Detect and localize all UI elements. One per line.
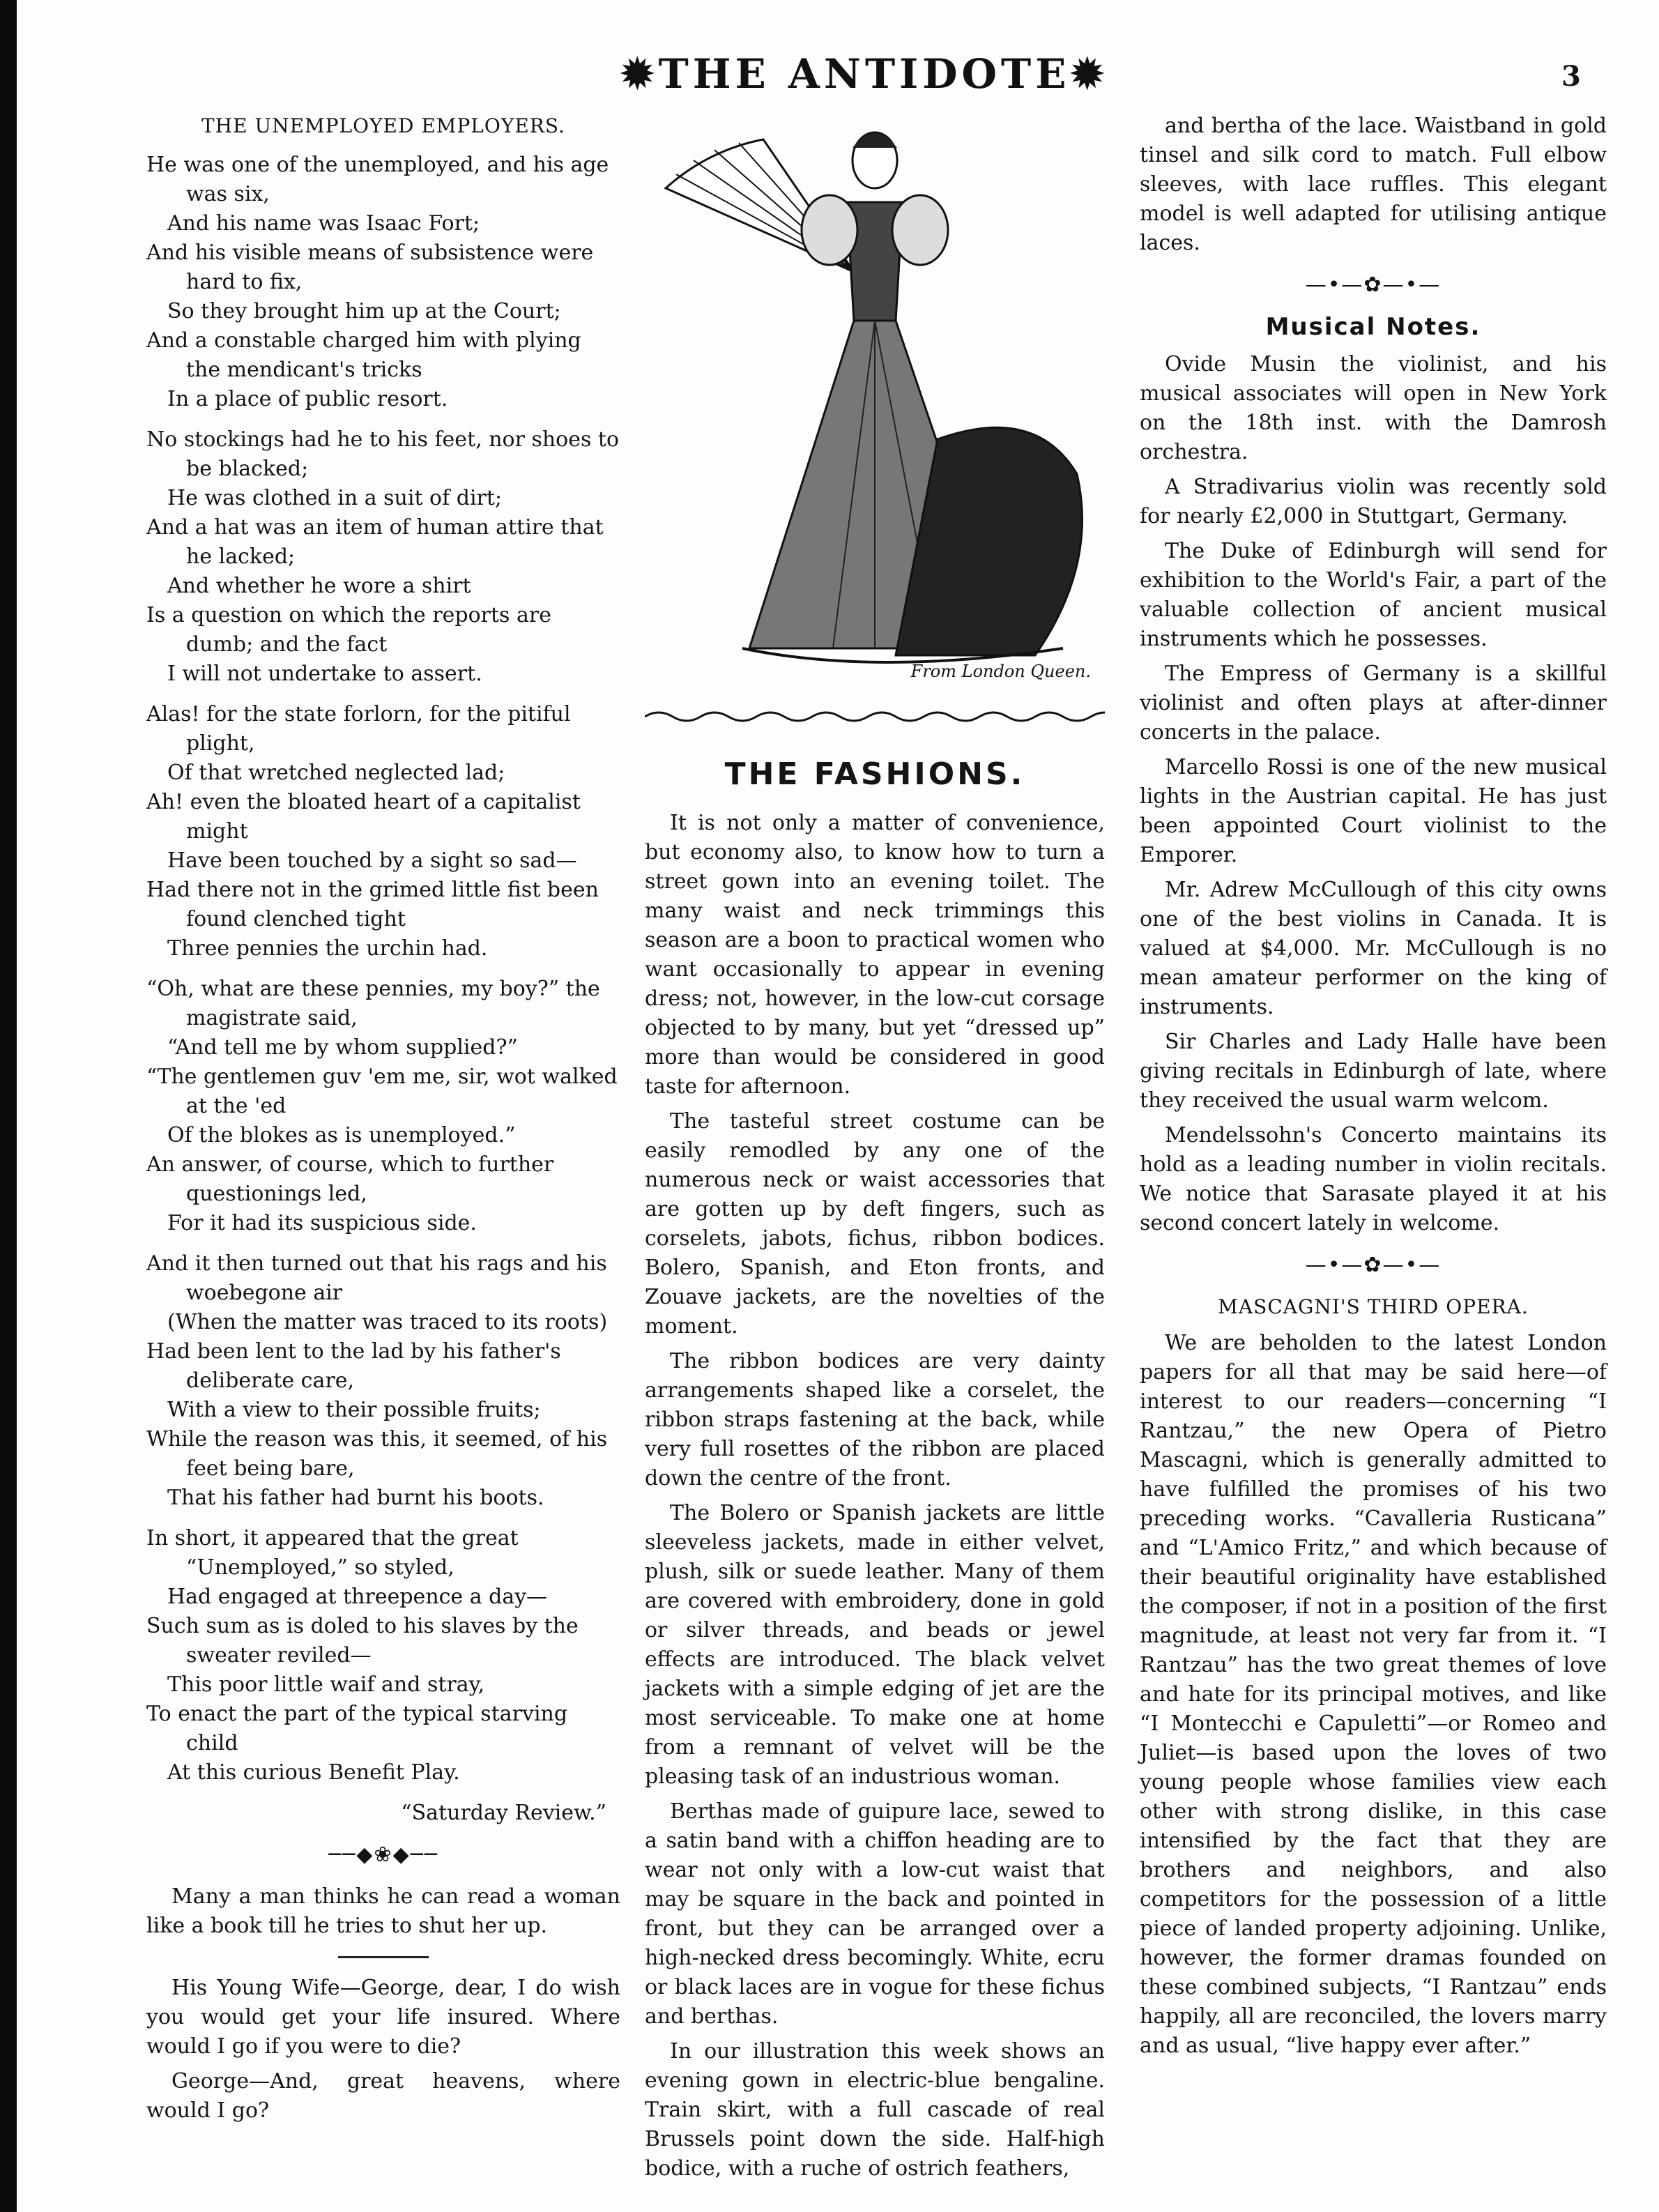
poem-line: With a view to their possible fruits; bbox=[167, 1398, 541, 1422]
poem-line: And his visible means of subsistence were hard to fix, bbox=[146, 241, 594, 294]
page-edge-shadow bbox=[0, 0, 17, 2212]
page-number: 3 bbox=[1561, 60, 1581, 93]
illustration-caption: From London Queen. bbox=[910, 662, 1091, 681]
fashions-body bbox=[645, 809, 1105, 2183]
poem-line: An answer, of course, which to further questionings led, bbox=[146, 1152, 554, 1206]
masthead-title: ✹THE ANTIDOTE✹ bbox=[620, 50, 1109, 98]
column-fashions bbox=[645, 112, 1105, 2189]
joke-paragraph: Many a man thinks he can read a woman like a book till he tries to shut her up. bbox=[146, 1884, 620, 1938]
music-paragraph: The Duke of Edinburgh will send for exhibition to the World's Fair, a part of the valuable collection of ancient musical instruments which he possesses. bbox=[1140, 539, 1607, 651]
poem-line: Have been touched by a sight so sad— bbox=[167, 848, 577, 873]
fashions-continued: and bertha of the lace. Waistband in gold tinsel and silk cord to match. Full elbow sleeves, with lace ruffles. This elegant model is well adapted for utilising antique laces. bbox=[1140, 114, 1607, 255]
poem-line: Had engaged at threepence a day— bbox=[167, 1585, 548, 1609]
poem-line: So they brought him up at the Court; bbox=[167, 299, 561, 323]
music-paragraph: A Stradivarius violin was recently sold for nearly £2,000 in Stuttgart, Germany. bbox=[1140, 475, 1607, 528]
musical-notes-heading: Musical Notes. bbox=[1265, 313, 1481, 341]
woman-in-gown-illustration bbox=[645, 112, 1105, 697]
poem-line: Alas! for the state forlorn, for the pitiful plight, bbox=[146, 702, 571, 756]
poem-line: This poor little waif and stray, bbox=[167, 1672, 485, 1697]
poem-stanza bbox=[146, 151, 620, 414]
ornament-divider: —•—✿—•— bbox=[1305, 1253, 1442, 1277]
poem-line: Had been lent to the lad by his father's deliberate care, bbox=[146, 1339, 561, 1393]
poem-line: And a hat was an item of human attire that he lacked; bbox=[146, 515, 604, 569]
poem-line: At this curious Benefit Play. bbox=[167, 1760, 460, 1785]
music-paragraph: Mendelssohn's Concerto maintains its hold as a leading number in violin recitals. We notice that Sarasate played it at his second concert lately in welcome. bbox=[1140, 1123, 1607, 1235]
musical-notes-body bbox=[1140, 350, 1607, 1238]
column-music bbox=[1140, 112, 1607, 2066]
fashions-paragraph: The tasteful street costume can be easily remodled by any one of the numerous neck or waist accessories that are gotten up by deft fingers, such as corselets, jabots, fichus, ribbon bodices. Bolero, Spanish, and Eton fronts, and Zouave jackets, are the novelties of the moment. bbox=[645, 1109, 1105, 1338]
poem-line: While the reason was this, it seemed, of his feet being bare, bbox=[146, 1427, 608, 1481]
fashions-paragraph: It is not only a matter of convenience, but economy also, to know how to turn a street gown into an evening toilet. The many waist and neck trimmings this season are a boon to practical women who want occasionally to appear in evening dress; not, however, in the low-cut corsage objected to by many, but yet “dressed up” more than would be considered in good taste for afternoon. bbox=[645, 811, 1105, 1099]
fashions-heading: THE FASHIONS. bbox=[724, 756, 1025, 792]
poem-line: In a place of public resort. bbox=[167, 387, 448, 411]
poem-line: Of the blokes as is unemployed.” bbox=[167, 1123, 516, 1147]
poem-line: (When the matter was traced to its roots) bbox=[167, 1310, 608, 1334]
opera-paragraph: We are beholden to the latest London papers for all that may be said here—of interest to our readers—concerning “I Rantzau,” the new Opera of Pietro Mascagni, which is generally admitted to have fulfilled the promises of his two preceding works. “Cavalleria Rusticana” and “L'Amico Fritz,” and which because of their beautiful originality have established the composer, if not in a position of the first magnitude, at least not very far from it. “I Rantzau” has the two great themes of love and hate for its principal motives, and like “I Montecchi e Capuletti”—or Romeo and Juliet—is based upon the loves of two young people whose families view each other with strong dislike, in this case intensified by the fact that they are brothers and neighbors, and also competitors for the possession of a little piece of landed property adjoining. Unlike, however, the former dramas founded on these combined subjects, “I Rantzau” ends happily, all are reconciled, the lovers marry and as usual, “live happy ever after.” bbox=[1140, 1331, 1607, 2058]
poem-line: And it then turned out that his rags and his woebegone air bbox=[146, 1251, 607, 1305]
poem-line: To enact the part of the typical starving child bbox=[146, 1702, 568, 1755]
poem-line: In short, it appeared that the great “Unemployed,” so styled, bbox=[146, 1526, 519, 1580]
ornament-divider: ──◆❀◆── bbox=[328, 1843, 438, 1867]
poem-stanza bbox=[146, 1249, 620, 1513]
poem-line: “And tell me by whom supplied?” bbox=[167, 1035, 518, 1060]
poem-stanza bbox=[146, 975, 620, 1238]
poem-stanza bbox=[146, 1524, 620, 1787]
music-paragraph: Mr. Adrew McCullough of this city owns one of the best violins in Canada. It is valued at $4,000. Mr. McCullough is no mean amateur performer on the king of instruments. bbox=[1140, 878, 1607, 1019]
poem-line: He was one of the unemployed, and his age was six, bbox=[146, 153, 609, 206]
wavy-divider bbox=[645, 708, 1105, 725]
poem-line: Ah! even the bloated heart of a capitalist might bbox=[146, 790, 581, 844]
fashions-paragraph: In our illustration this week shows an evening gown in electric-blue bengaline. Train skirt, with a full cascade of real Brussels point down the side. Half-high bodice, with a ruche of ostrich feathers, bbox=[645, 2039, 1105, 2181]
short-rule bbox=[338, 1956, 429, 1958]
poem-line: Three pennies the urchin had. bbox=[167, 936, 488, 961]
poem-line: Of that wretched neglected lad; bbox=[167, 761, 505, 785]
poem-attribution: “Saturday Review.” bbox=[401, 1801, 606, 1825]
poem-line: And his name was Isaac Fort; bbox=[167, 211, 480, 236]
music-paragraph: Marcello Rossi is one of the new musical lights in the Austrian capital. He has just been appointed Court violinist to the Emporer. bbox=[1140, 755, 1607, 867]
poem-line: That his father had burnt his boots. bbox=[167, 1486, 544, 1510]
poem-line: “Oh, what are these pennies, my boy?” the magistrate said, bbox=[146, 977, 600, 1030]
poem-title: THE UNEMPLOYED EMPLOYERS. bbox=[201, 114, 565, 137]
poem-line: Is a question on which the reports are dumb; and the fact bbox=[146, 603, 551, 657]
column-poem bbox=[146, 112, 620, 2131]
poem-line: Such sum as is doled to his slaves by the sweater reviled— bbox=[146, 1614, 579, 1668]
poem-stanza bbox=[146, 425, 620, 689]
poem-line: For it had its suspicious side. bbox=[167, 1211, 477, 1235]
joke-paragraph: His Young Wife—George, dear, I do wish you would get your life insured. Where would I go if you were to die? bbox=[146, 1976, 620, 2059]
opera-heading: MASCAGNI'S THIRD OPERA. bbox=[1218, 1295, 1529, 1318]
poem-line: He was clothed in a suit of dirt; bbox=[167, 486, 503, 510]
poem-line: “The gentlemen guv 'em me, sir, wot walked at the 'ed bbox=[146, 1065, 618, 1118]
ornament-divider: —•—✿—•— bbox=[1305, 273, 1442, 297]
poem-stanza bbox=[146, 700, 620, 963]
poem-line: I will not undertake to assert. bbox=[167, 662, 482, 686]
poem-line: And a constable charged him with plying the mendicant's tricks bbox=[146, 328, 581, 382]
fashions-paragraph: The ribbon bodices are very dainty arrangements shaped like a corselet, the ribbon straps fastening at the back, while very full rosettes of the ribbon are placed down the centre of the front. bbox=[645, 1349, 1105, 1490]
music-paragraph: The Empress of Germany is a skillful violinist and often plays at after-dinner concerts in the palace. bbox=[1140, 662, 1607, 745]
poem-line: No stockings had he to his feet, nor shoes to be blacked; bbox=[146, 427, 620, 481]
fashion-illustration bbox=[645, 112, 1105, 697]
music-paragraph: Ovide Musin the violinist, and his musical associates will open in New York on the 18th inst. with the Damrosh orchestra. bbox=[1140, 352, 1607, 464]
music-paragraph: Sir Charles and Lady Halle have been giving recitals in Edinburgh of late, where they received the usual warm welcom. bbox=[1140, 1030, 1607, 1113]
joke-paragraph: George—And, great heavens, where would I go? bbox=[146, 2069, 620, 2123]
fashions-paragraph: The Bolero or Spanish jackets are little sleeveless jackets, made in either velvet, plush, silk or suede leather. Many of them are covered with embroidery, done in gold or silver threads, and beads or jewel effects are introduced. The black velvet jackets with a simple edging of jet are the most serviceable. To make one at home from a remnant of velvet will be the pleasing task of an industrious woman. bbox=[645, 1501, 1105, 1789]
fashions-paragraph: Berthas made of guipure lace, sewed to a satin band with a chiffon heading are to wear not only with a low-cut waist that may be square in the back and pointed in front, but they can be arranged over a high-necked dress becomingly. White, ecru or black laces are in vogue for these fichus and berthas. bbox=[645, 1799, 1105, 2029]
poem-stanzas bbox=[146, 151, 620, 1787]
poem-line: Had there not in the grimed little fist been found clenched tight bbox=[146, 878, 599, 931]
poem-line: And whether he wore a shirt bbox=[167, 574, 471, 598]
